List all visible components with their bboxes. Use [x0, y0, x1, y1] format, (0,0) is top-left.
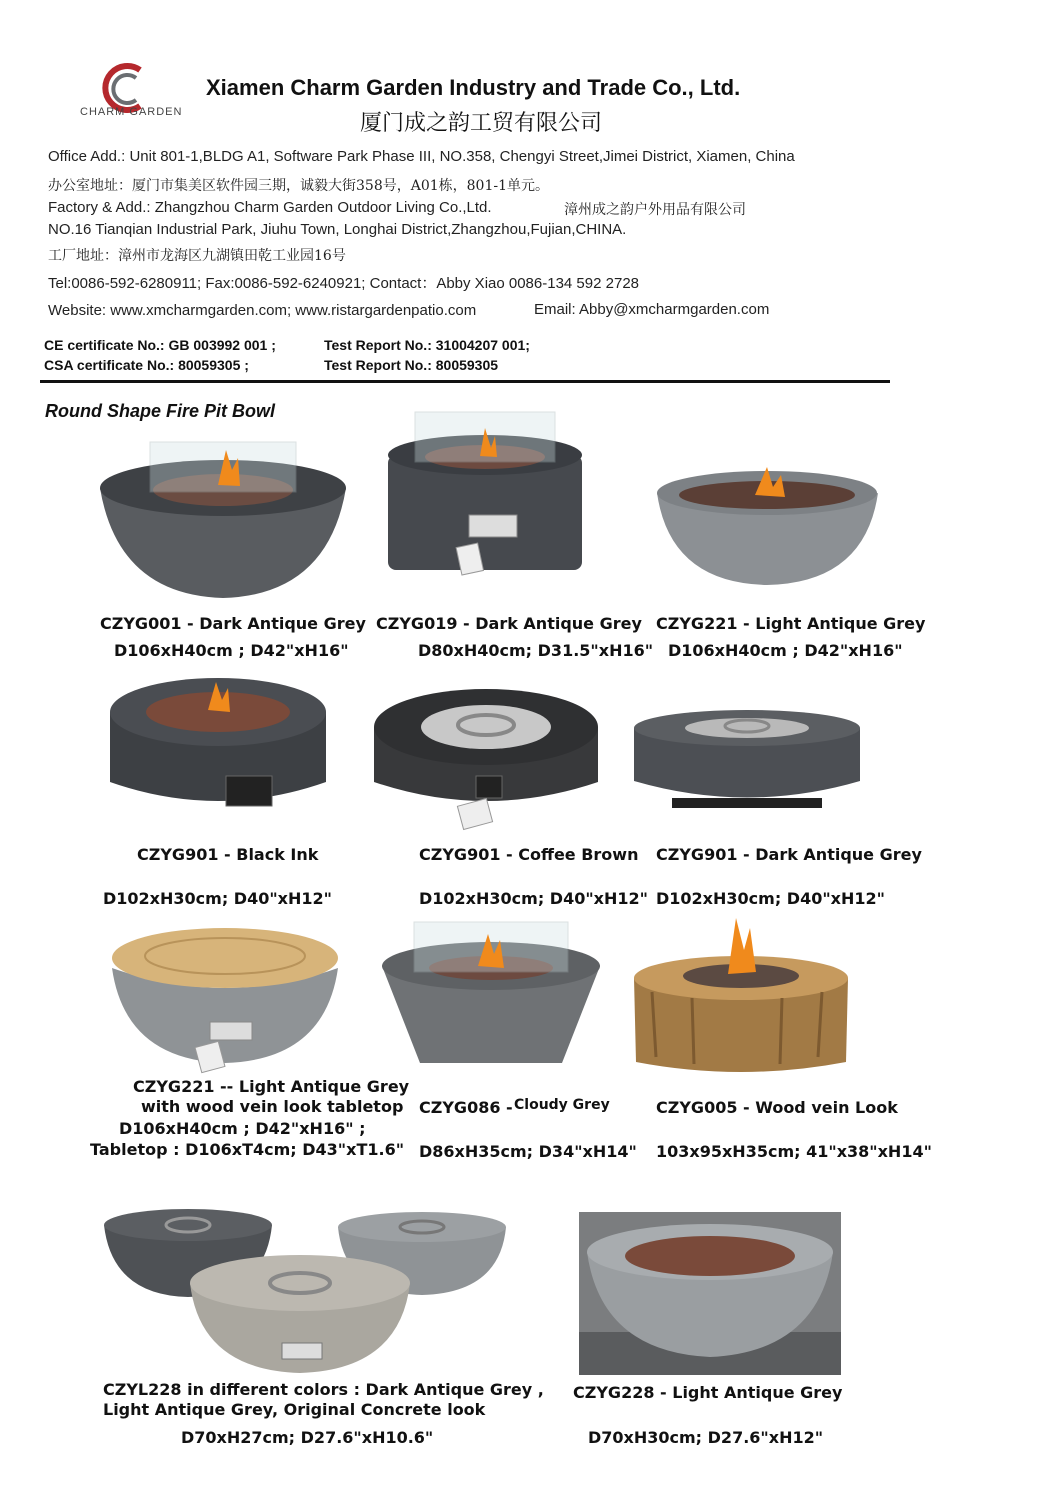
product-name: CZYG005 - Wood vein Look [656, 1098, 898, 1117]
product-image-czyg901-grey [632, 706, 862, 818]
product-size: D102xH30cm; D40"xH12" [103, 889, 332, 908]
product-name: CZYL228 in different colors : Dark Antique Grey , [103, 1380, 544, 1399]
product-image-czyg901-black [108, 672, 328, 822]
email-line[interactable]: Email: Abby@xmcharmgarden.com [534, 301, 770, 318]
product-name: CZYG228 - Light Antique Grey [573, 1383, 843, 1402]
product-size: D106xH40cm ; D42"xH16" [114, 641, 349, 660]
product-size: D86xH35cm; D34"xH14" [419, 1142, 637, 1161]
product-image-czyg086 [380, 918, 602, 1070]
product-image-czyg001 [98, 430, 348, 605]
website-line[interactable]: Website: www.xmcharmgarden.com; www.ristargardenpatio.com [48, 302, 477, 319]
product-size-line2: Tabletop : D106xT4cm; D43"xT1.6" [90, 1140, 405, 1159]
product-image-czyg221-tabletop [110, 928, 340, 1073]
product-size: 103x95xH35cm; 41"x38"xH14" [656, 1142, 932, 1161]
factory-address-cn: 工厂地址：漳州市龙海区九湖镇田乾工业园16号 [48, 248, 346, 264]
product-name: CZYG901 - Dark Antique Grey [656, 845, 922, 864]
product-image-czyl228-group [100, 1205, 510, 1375]
product-name: CZYG901 - Coffee Brown [419, 845, 639, 864]
office-address-en: Office Add.: Unit 801-1,BLDG A1, Software Park Phase III, NO.358, Chengyi Street,Jimei District, Xiamen, China [48, 148, 795, 165]
product-size: D102xH30cm; D40"xH12" [419, 889, 648, 908]
product-image-czyg228 [579, 1212, 841, 1375]
ce-test-report: Test Report No.: 31004207 001; [324, 337, 530, 353]
logo-text: CHARM GARDEN [80, 106, 183, 118]
product-size: D106xH40cm ; D42"xH16" [668, 641, 903, 660]
product-name-line2: Light Antique Grey, Original Concrete look [103, 1400, 486, 1419]
product-size: D80xH40cm; D31.5"xH16" [418, 641, 654, 660]
csa-test-report: Test Report No.: 80059305 [324, 357, 499, 373]
csa-certificate: CSA certificate No.: 80059305 ; [44, 357, 249, 373]
product-image-czyg005 [632, 912, 850, 1080]
product-name: CZYG221 -- Light Antique Grey [133, 1077, 410, 1096]
factory-name-en: Factory & Add.: Zhangzhou Charm Garden Outdoor Living Co.,Ltd. [48, 199, 492, 216]
company-name-cn: 厦门成之韵工贸有限公司 [360, 111, 603, 136]
product-size: D102xH30cm; D40"xH12" [656, 889, 885, 908]
contact-line: Tel:0086-592-6280911; Fax:0086-592-6240921; Contact：Abby Xiao 0086-134 592 2728 [48, 275, 639, 292]
product-size: D70xH27cm; D27.6"xH10.6" [181, 1428, 434, 1447]
section-title: Round Shape Fire Pit Bowl [45, 401, 276, 421]
product-name: CZYG221 - Light Antique Grey [656, 614, 926, 633]
ce-certificate: CE certificate No.: GB 003992 001 ; [44, 337, 276, 353]
factory-address-en: NO.16 Tianqian Industrial Park, Jiuhu Town, Longhai District,Zhangzhou,Fujian,CHINA. [48, 221, 627, 238]
product-size: D106xH40cm ; D42"xH16" ; [119, 1119, 366, 1138]
product-name: CZYG901 - Black Ink [137, 845, 319, 864]
product-image-czyg221 [655, 465, 880, 590]
product-size: D70xH30cm; D27.6"xH12" [588, 1428, 824, 1447]
office-address-cn: 办公室地址：厦门市集美区软件园三期，诚毅大街358号，A01栋，801-1单元。 [48, 178, 550, 194]
product-name-line2: with wood vein look tabletop [141, 1097, 404, 1116]
factory-name-cn: 漳州成之韵户外用品有限公司 [564, 202, 746, 218]
product-name: CZYG086 - [419, 1098, 513, 1117]
company-name-en: Xiamen Charm Garden Industry and Trade Co., Ltd. [206, 75, 741, 100]
product-name: CZYG001 - Dark Antique Grey [100, 614, 366, 633]
product-name: CZYG019 - Dark Antique Grey [376, 614, 642, 633]
product-name-suffix: Cloudy Grey [514, 1097, 610, 1113]
product-image-czyg019 [385, 410, 585, 575]
product-image-czyg901-coffee [372, 682, 600, 832]
header-divider [40, 380, 890, 383]
